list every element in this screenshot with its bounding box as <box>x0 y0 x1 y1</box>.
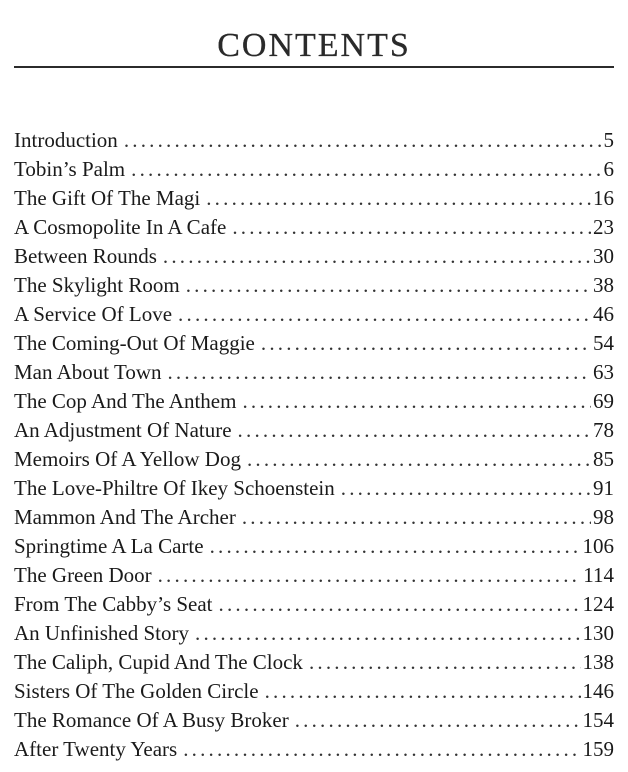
toc-entry-title: An Unfinished Story <box>14 621 189 645</box>
toc-entry-page-number: 30 <box>593 244 614 268</box>
toc-entry-page-number: 69 <box>593 389 614 413</box>
dot-leader <box>186 271 591 300</box>
toc-entry-title: The Green Door <box>14 563 152 587</box>
dot-leader <box>178 300 591 329</box>
toc-entry-page-number: 154 <box>582 708 614 732</box>
toc-entry-page-number: 78 <box>593 418 614 442</box>
toc-entry[interactable] <box>14 155 614 184</box>
toc-entry-page-number: 54 <box>593 331 614 355</box>
toc-entry[interactable] <box>14 126 614 155</box>
toc-entry-title: The Romance Of A Busy Broker <box>14 708 289 732</box>
dot-leader <box>232 213 591 242</box>
toc-entry[interactable] <box>14 445 614 474</box>
toc-entry[interactable] <box>14 503 614 532</box>
toc-entry-page-number: 159 <box>582 737 614 761</box>
toc-entry-title: The Caliph, Cupid And The Clock <box>14 650 303 674</box>
toc-entry-title: An Adjustment Of Nature <box>14 418 232 442</box>
toc-entry-title: The Coming-Out Of Maggie <box>14 331 255 355</box>
toc-entry-page-number: 6 <box>603 157 614 181</box>
toc-entry-page-number: 38 <box>593 273 614 297</box>
toc-entry[interactable] <box>14 590 614 619</box>
dot-leader <box>238 416 591 445</box>
toc-entry-page-number: 146 <box>582 679 614 703</box>
toc-entry[interactable] <box>14 677 614 706</box>
toc-entry-page-number: 85 <box>593 447 614 471</box>
toc-entry[interactable] <box>14 387 614 416</box>
dot-leader <box>295 706 581 735</box>
toc-entry-title: Between Rounds <box>14 244 157 268</box>
dot-leader <box>309 648 581 677</box>
dot-leader <box>163 242 591 271</box>
toc-entry[interactable] <box>14 532 614 561</box>
toc-entry-page-number: 130 <box>582 621 614 645</box>
toc-entry-page-number: 138 <box>582 650 614 674</box>
toc-entry[interactable] <box>14 184 614 213</box>
toc-entry-page-number: 16 <box>593 186 614 210</box>
title-divider <box>14 66 614 68</box>
toc-entry-title: Sisters Of The Golden Circle <box>14 679 259 703</box>
dot-leader <box>247 445 591 474</box>
dot-leader <box>195 619 581 648</box>
dot-leader <box>261 329 591 358</box>
toc-entry[interactable] <box>14 648 614 677</box>
dot-leader <box>124 126 602 155</box>
toc-entry[interactable] <box>14 329 614 358</box>
toc-entry-title: Springtime A La Carte <box>14 534 204 558</box>
dot-leader <box>219 590 581 619</box>
toc-entry-page-number: 98 <box>593 505 614 529</box>
toc-entry-title: The Cop And The Anthem <box>14 389 237 413</box>
toc-entry-page-number: 46 <box>593 302 614 326</box>
toc-entry-title: A Cosmopolite In A Cafe <box>14 215 227 239</box>
toc-entry-title: Introduction <box>14 128 118 152</box>
toc-entry[interactable] <box>14 358 614 387</box>
toc-entry[interactable] <box>14 474 614 503</box>
toc-entry[interactable] <box>14 706 614 735</box>
toc-entry-title: The Love-Philtre Of Ikey Schoenstein <box>14 476 335 500</box>
toc-entry-title: Mammon And The Archer <box>14 505 236 529</box>
toc-entry-page-number: 106 <box>582 534 614 558</box>
toc-entry-page-number: 91 <box>593 476 614 500</box>
toc-entry-title: Man About Town <box>14 360 162 384</box>
toc-entry-page-number: 114 <box>583 563 614 587</box>
toc-entry-title: From The Cabby’s Seat <box>14 592 213 616</box>
toc-entry-title: Memoirs Of A Yellow Dog <box>14 447 241 471</box>
dot-leader <box>341 474 591 503</box>
toc-entry-page-number: 5 <box>603 128 614 152</box>
toc-entry[interactable] <box>14 213 614 242</box>
toc-entry[interactable] <box>14 735 614 764</box>
dot-leader <box>183 735 580 764</box>
toc-entry-page-number: 124 <box>582 592 614 616</box>
table-of-contents <box>14 126 614 764</box>
dot-leader <box>210 532 581 561</box>
toc-entry[interactable] <box>14 271 614 300</box>
dot-leader <box>242 503 591 532</box>
toc-entry-title: After Twenty Years <box>14 737 178 761</box>
page-title: CONTENTS <box>217 26 411 64</box>
toc-entry-title: A Service Of Love <box>14 302 173 326</box>
dot-leader <box>265 677 581 706</box>
dot-leader <box>242 387 591 416</box>
toc-entry[interactable] <box>14 561 614 590</box>
toc-entry-page-number: 63 <box>593 360 614 384</box>
dot-leader <box>206 184 591 213</box>
toc-entry-page-number: 23 <box>593 215 614 239</box>
toc-entry[interactable] <box>14 416 614 445</box>
toc-entry-title: The Skylight Room <box>14 273 180 297</box>
toc-entry[interactable] <box>14 619 614 648</box>
toc-entry[interactable] <box>14 300 614 329</box>
dot-leader <box>158 561 582 590</box>
toc-entry[interactable] <box>14 242 614 271</box>
dot-leader <box>131 155 601 184</box>
toc-entry-title: The Gift Of The Magi <box>14 186 201 210</box>
toc-entry-title: Tobin’s Palm <box>14 157 126 181</box>
dot-leader <box>167 358 591 387</box>
